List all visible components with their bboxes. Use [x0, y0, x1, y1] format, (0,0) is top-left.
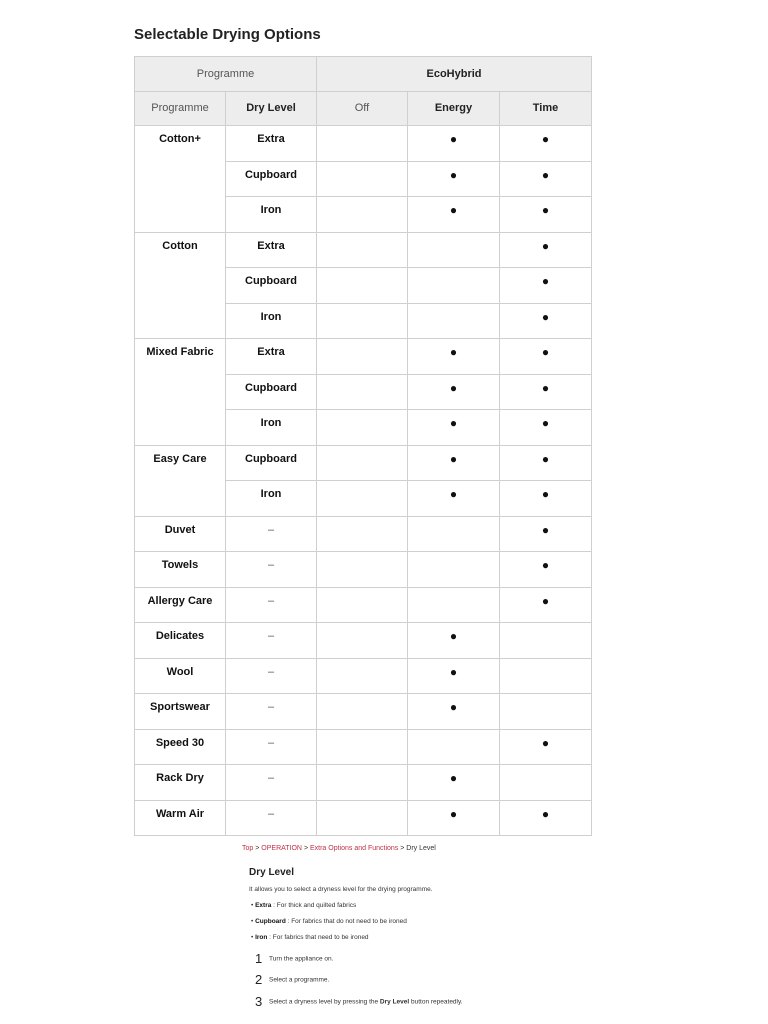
- time-cell: [500, 303, 592, 339]
- off-cell: [317, 516, 408, 552]
- energy-cell-value: [408, 588, 499, 595]
- time-cell-value: ●: [541, 309, 550, 324]
- energy-cell-value: ●: [449, 167, 458, 182]
- dry-level-cell-value: –: [267, 736, 275, 749]
- breadcrumb-current: Dry Level: [406, 845, 436, 852]
- time-cell: [500, 374, 592, 410]
- programme-cell: [135, 658, 226, 694]
- dry-level-button-ref: Dry Level: [379, 998, 410, 1006]
- dry-level-cell-value: –: [267, 701, 275, 713]
- step-text: [269, 998, 463, 1005]
- off-cell-value: [317, 233, 407, 240]
- table-row: [135, 339, 592, 375]
- table-row: [135, 587, 592, 623]
- off-cell: [317, 587, 408, 623]
- off-cell: [317, 729, 408, 765]
- energy-cell: [408, 410, 500, 446]
- programme-label: Cotton: [162, 239, 198, 252]
- off-cell-value: [317, 623, 407, 630]
- energy-cell: [408, 587, 500, 623]
- programme-cell: [135, 765, 226, 801]
- energy-cell: [408, 516, 500, 552]
- time-cell: [500, 516, 592, 552]
- time-cell-value: ●: [541, 238, 550, 253]
- energy-cell: [408, 694, 500, 730]
- programme-cell: [135, 800, 226, 836]
- step-number: 2: [255, 972, 263, 987]
- dry-level-cell-value: –: [267, 665, 275, 678]
- off-cell-value: [317, 588, 407, 595]
- programme-cell: [135, 445, 226, 516]
- time-cell-value: [500, 765, 591, 772]
- off-cell-value: [317, 765, 407, 772]
- programme-label: Towels: [161, 559, 199, 571]
- col-header-energy: Energy: [408, 92, 500, 126]
- step-text-part: button repeatedly.: [409, 998, 463, 1006]
- off-cell: [317, 800, 408, 836]
- programme-label: Rack Dry: [156, 772, 204, 784]
- dry-level-cell: [226, 729, 317, 765]
- dry-level-cell-value: Cupboard: [245, 168, 297, 181]
- dry-level-cell: [226, 161, 317, 197]
- programme-cell: [135, 516, 226, 552]
- energy-cell-value: ●: [449, 451, 458, 466]
- off-cell: [317, 481, 408, 517]
- dry-level-cell-value: Iron: [260, 204, 282, 216]
- dry-level-cell: [226, 516, 317, 552]
- off-cell-value: [317, 517, 407, 524]
- group-header-programme: Programme: [135, 57, 317, 92]
- time-cell: [500, 729, 592, 765]
- programme-cell: [135, 126, 226, 233]
- table-row: [135, 729, 592, 765]
- time-cell: [500, 552, 592, 588]
- energy-cell: [408, 729, 500, 765]
- time-cell: [500, 765, 592, 801]
- off-cell-value: [317, 268, 407, 275]
- programme-label: Duvet: [164, 523, 196, 536]
- dry-level-cell: [226, 800, 317, 836]
- step-item: [255, 971, 329, 989]
- energy-cell-value: ●: [449, 806, 458, 821]
- bullet-text: : For thick and quilted fabrics: [271, 902, 357, 909]
- energy-cell-value: [408, 268, 499, 275]
- dry-level-cell: [226, 623, 317, 659]
- col-header-dry-level: Dry Level: [226, 92, 317, 126]
- dry-level-description: It allows you to select a dryness level for the drying programme.: [249, 886, 433, 893]
- off-cell: [317, 658, 408, 694]
- bullet-text: : For fabrics that need to be ironed: [267, 934, 369, 941]
- energy-cell: [408, 658, 500, 694]
- step-number: 1: [255, 951, 263, 966]
- dry-level-cell-value: Extra: [257, 133, 285, 145]
- energy-cell-value: ●: [449, 380, 458, 395]
- step-text: Select a programme.: [269, 976, 330, 984]
- off-cell: [317, 445, 408, 481]
- time-cell-value: ●: [541, 735, 550, 750]
- dry-level-cell: [226, 197, 317, 233]
- energy-cell-value: [408, 517, 499, 524]
- time-cell-value: ●: [541, 203, 550, 217]
- programme-cell: [135, 339, 226, 446]
- time-cell-value: [500, 659, 591, 666]
- dry-level-cell: [226, 552, 317, 588]
- time-cell-value: ●: [541, 806, 550, 821]
- energy-cell: [408, 197, 500, 233]
- time-cell-value: ●: [541, 132, 550, 146]
- group-header-row: [135, 57, 592, 92]
- energy-cell: [408, 800, 500, 836]
- off-cell-value: [317, 730, 407, 737]
- step-text: Turn the appliance on.: [269, 955, 334, 963]
- off-cell: [317, 339, 408, 375]
- time-cell-value: [500, 623, 591, 630]
- dry-level-cell-value: –: [267, 772, 275, 784]
- off-cell-value: [317, 339, 407, 346]
- off-cell-value: [317, 659, 407, 666]
- off-cell: [317, 552, 408, 588]
- energy-cell-value: ●: [449, 132, 458, 146]
- dry-level-cell: [226, 268, 317, 304]
- energy-cell: [408, 232, 500, 268]
- page-title: Selectable Drying Options: [134, 26, 321, 43]
- dry-level-cell-value: Iron: [260, 417, 282, 429]
- time-cell: [500, 268, 592, 304]
- dry-level-cell-value: Cupboard: [245, 275, 297, 287]
- programme-cell: [135, 587, 226, 623]
- off-cell-value: [317, 481, 407, 488]
- dry-level-cell: [226, 445, 317, 481]
- off-cell: [317, 410, 408, 446]
- programme-label: Sportswear: [150, 701, 210, 713]
- time-cell: [500, 232, 592, 268]
- dry-level-heading: Dry Level: [249, 867, 295, 878]
- energy-cell: [408, 161, 500, 197]
- off-cell: [317, 374, 408, 410]
- off-cell: [317, 623, 408, 659]
- bullet-term: Iron: [255, 934, 268, 941]
- drying-options-table: [134, 56, 592, 836]
- breadcrumb-sep: >: [398, 845, 407, 852]
- time-cell-value: ●: [541, 593, 550, 608]
- time-cell-value: [500, 694, 591, 701]
- programme-label: Allergy Care: [147, 594, 213, 607]
- time-cell-value: ●: [541, 451, 550, 466]
- energy-cell-value: ●: [449, 700, 458, 714]
- programme-label: Easy Care: [153, 452, 207, 465]
- energy-cell-value: ●: [449, 203, 458, 217]
- breadcrumb-extra-link[interactable]: Extra Options and Functions: [309, 845, 399, 852]
- dry-level-cell: [226, 410, 317, 446]
- off-cell-value: [317, 126, 407, 133]
- time-cell: [500, 197, 592, 233]
- table-row: [135, 516, 592, 552]
- programme-cell: [135, 552, 226, 588]
- time-cell: [500, 800, 592, 836]
- time-cell: [500, 658, 592, 694]
- off-cell: [317, 303, 408, 339]
- off-cell-value: [317, 801, 407, 808]
- dry-level-cell-value: Extra: [257, 239, 285, 252]
- dry-level-cell: [226, 587, 317, 623]
- off-cell: [317, 126, 408, 162]
- energy-cell-value: ●: [449, 416, 458, 430]
- time-cell: [500, 339, 592, 375]
- table-row: [135, 126, 592, 162]
- dry-level-cell-value: –: [267, 594, 275, 607]
- time-cell: [500, 694, 592, 730]
- dry-level-cell-value: Iron: [260, 310, 282, 323]
- off-cell: [317, 161, 408, 197]
- step-text-part: Select a dryness level by pressing the: [269, 998, 380, 1006]
- dry-level-cell-value: Iron: [260, 488, 282, 500]
- programme-label: Cotton+: [159, 133, 201, 145]
- energy-cell: [408, 303, 500, 339]
- energy-cell: [408, 268, 500, 304]
- energy-cell: [408, 374, 500, 410]
- time-cell: [500, 481, 592, 517]
- table-row: [135, 552, 592, 588]
- time-cell-value: ●: [541, 487, 550, 501]
- col-header-time: Time: [500, 92, 592, 126]
- dry-level-cell: [226, 658, 317, 694]
- col-header-off: Off: [317, 92, 408, 126]
- programme-label: Wool: [166, 665, 194, 678]
- table-row: [135, 658, 592, 694]
- bullet-term: Extra: [255, 902, 272, 909]
- energy-cell: [408, 445, 500, 481]
- off-cell-value: [317, 162, 407, 169]
- time-cell: [500, 126, 592, 162]
- col-header-programme: Programme: [135, 92, 226, 126]
- off-cell: [317, 268, 408, 304]
- energy-cell: [408, 623, 500, 659]
- off-cell-value: [317, 410, 407, 417]
- column-header-row: [135, 92, 592, 126]
- breadcrumb-top-link[interactable]: Top: [242, 845, 254, 852]
- programme-label: Delicates: [155, 630, 205, 642]
- breadcrumb-sep: >: [253, 845, 262, 852]
- time-cell-value: ●: [541, 558, 550, 572]
- energy-cell-value: [408, 233, 499, 240]
- breadcrumb-operation-link[interactable]: OPERATION: [261, 845, 302, 852]
- table-row: [135, 765, 592, 801]
- table-row: [135, 694, 592, 730]
- off-cell-value: [317, 446, 407, 453]
- off-cell: [317, 232, 408, 268]
- dry-level-cell-value: –: [267, 523, 275, 536]
- step-item: [255, 993, 463, 1011]
- time-cell-value: ●: [541, 167, 550, 182]
- dry-level-cell: [226, 303, 317, 339]
- energy-cell-value: ●: [449, 629, 458, 643]
- breadcrumb: [242, 845, 436, 852]
- bullet-term: Cupboard: [255, 918, 286, 925]
- dry-level-cell: [226, 694, 317, 730]
- table-row: [135, 800, 592, 836]
- dry-level-cell: [226, 765, 317, 801]
- energy-cell-value: ●: [449, 771, 458, 785]
- energy-cell: [408, 126, 500, 162]
- dry-level-cell-value: –: [267, 807, 275, 820]
- dry-level-cell: [226, 481, 317, 517]
- table-row: [135, 445, 592, 481]
- table-row: [135, 623, 592, 659]
- dry-level-cell-value: Extra: [257, 346, 285, 358]
- time-cell-value: ●: [541, 416, 550, 430]
- time-cell: [500, 445, 592, 481]
- dry-level-cell: [226, 339, 317, 375]
- group-header-ecohybrid: EcoHybrid: [317, 57, 592, 92]
- bullet-item: • Cupboard : For fabrics that do not need to be ironed: [251, 918, 407, 925]
- dry-level-cell-value: –: [267, 630, 275, 642]
- bullet-text: : For fabrics that do not need to be ironed: [285, 918, 407, 925]
- off-cell-value: [317, 694, 407, 701]
- programme-cell: [135, 232, 226, 339]
- off-cell: [317, 197, 408, 233]
- step-number: 3: [255, 994, 263, 1009]
- energy-cell: [408, 481, 500, 517]
- off-cell-value: [317, 552, 407, 559]
- energy-cell: [408, 339, 500, 375]
- time-cell: [500, 410, 592, 446]
- breadcrumb-sep: >: [302, 845, 310, 852]
- dry-level-cell: [226, 374, 317, 410]
- time-cell-value: ●: [541, 380, 550, 395]
- time-cell: [500, 161, 592, 197]
- time-cell-value: ●: [541, 345, 550, 359]
- programme-label: Speed 30: [155, 736, 205, 749]
- table-body: [135, 57, 592, 836]
- programme-cell: [135, 694, 226, 730]
- off-cell-value: [317, 375, 407, 382]
- time-cell-value: ●: [541, 274, 550, 288]
- dry-level-cell-value: –: [267, 559, 275, 571]
- time-cell: [500, 623, 592, 659]
- time-cell-value: ●: [541, 522, 550, 537]
- energy-cell-value: ●: [449, 487, 458, 501]
- energy-cell-value: ●: [449, 664, 458, 679]
- step-item: [255, 950, 333, 968]
- bullet-item: • Iron : For fabrics that need to be ironed: [251, 934, 369, 941]
- off-cell: [317, 765, 408, 801]
- energy-cell: [408, 552, 500, 588]
- energy-cell-value: [408, 730, 499, 737]
- off-cell: [317, 694, 408, 730]
- dry-level-cell: [226, 126, 317, 162]
- dry-level-cell-value: Cupboard: [245, 381, 297, 394]
- off-cell-value: [317, 304, 407, 311]
- energy-cell-value: ●: [449, 345, 458, 359]
- programme-cell: [135, 729, 226, 765]
- dry-level-cell: [226, 232, 317, 268]
- energy-cell: [408, 765, 500, 801]
- energy-cell-value: [408, 304, 499, 311]
- energy-cell-value: [408, 552, 499, 559]
- off-cell-value: [317, 197, 407, 204]
- table-row: [135, 232, 592, 268]
- programme-label: Warm Air: [155, 807, 205, 820]
- time-cell: [500, 587, 592, 623]
- programme-label: Mixed Fabric: [146, 346, 214, 358]
- programme-cell: [135, 623, 226, 659]
- dry-level-cell-value: Cupboard: [245, 452, 297, 465]
- bullet-item: • Extra : For thick and quilted fabrics: [251, 902, 357, 909]
